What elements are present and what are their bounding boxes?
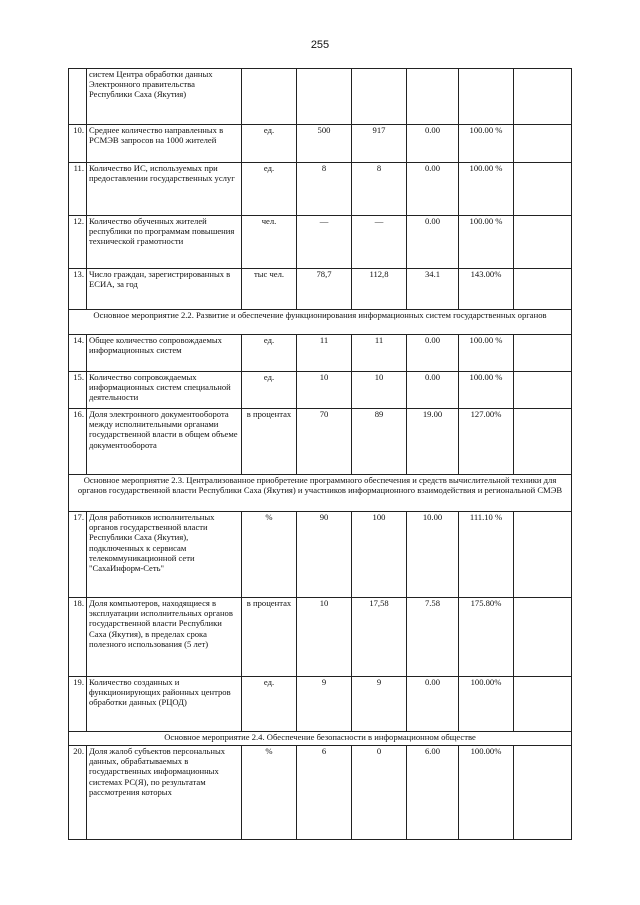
indicator-name: Число граждан, зарегистрированных в ЕСИА, за год [87,269,242,310]
unit-cell: в процентах [242,598,297,677]
empty-cell [514,598,572,677]
section-title: Основное мероприятие 2.3. Централизованное приобретение программного обеспечения и средств вычислительной техники для органов государственной власти Республики Саха (Якутия) и участников информационного взаимодействия и региональной СМЭВ [69,475,572,512]
indicator-name: Количество сопровождаемых информационных систем специальной деятельности [87,372,242,409]
section-row [69,732,572,746]
plan-value: 6 [297,746,352,840]
deviation-value: 19.00 [407,409,459,475]
table-row [69,512,572,598]
deviation-value: 0.00 [407,125,459,163]
percent-value: 175.80% [459,598,514,677]
table-row [69,69,572,125]
indicator-name: Доля компьютеров, находящиеся в эксплуатации исполнительных органов государственной власти Республики Саха (Якутия), в пределах срока полезного использования (5 лет) [87,598,242,677]
unit-cell [242,69,297,125]
row-number: 16. [69,409,87,475]
percent-value: 100.00% [459,677,514,732]
row-number: 11. [69,163,87,216]
table-row [69,125,572,163]
empty-cell [514,69,572,125]
row-number: 14. [69,335,87,372]
deviation-value: 7.58 [407,598,459,677]
percent-value: 100.00 % [459,216,514,269]
indicator-name: Общее количество сопровождаемых информационных систем [87,335,242,372]
row-number: 12. [69,216,87,269]
empty-cell [514,372,572,409]
unit-cell: в процентах [242,409,297,475]
indicator-name: Среднее количество направленных в РСМЭВ запросов на 1000 жителей [87,125,242,163]
plan-value: 70 [297,409,352,475]
deviation-value: 0.00 [407,335,459,372]
fact-value: 112,8 [352,269,407,310]
percent-value: 100.00 % [459,372,514,409]
empty-cell [514,746,572,840]
indicator-name: Доля жалоб субъектов персональных данных, обрабатываемых в государственных информационных системах РС(Я), по результатам рассмотрения которых [87,746,242,840]
row-number: 15. [69,372,87,409]
percent-value: 111.10 % [459,512,514,598]
fact-value: 9 [352,677,407,732]
fact-value [352,69,407,125]
unit-cell: чел. [242,216,297,269]
unit-cell: ед. [242,163,297,216]
row-number [69,69,87,125]
row-number: 13. [69,269,87,310]
fact-value: 0 [352,746,407,840]
row-number: 18. [69,598,87,677]
unit-cell: % [242,746,297,840]
fact-value: 100 [352,512,407,598]
fact-value: 17,58 [352,598,407,677]
page-number: 255 [310,39,330,51]
empty-cell [514,125,572,163]
indicator-name: Доля работников исполнительных органов государственной власти Республики Саха (Якутия), подключенных к сервисам телекоммуникационной сети "СахаИнформ-Сеть" [87,512,242,598]
fact-value: 89 [352,409,407,475]
empty-cell [514,677,572,732]
percent-value [459,69,514,125]
plan-value: 78,7 [297,269,352,310]
percent-value: 100.00% [459,746,514,840]
fact-value: — [352,216,407,269]
deviation-value: 0.00 [407,372,459,409]
percent-value: 100.00 % [459,163,514,216]
fact-value: 917 [352,125,407,163]
deviation-value: 0.00 [407,163,459,216]
indicator-name: Количество созданных и функционирующих районных центров обработки данных (РЦОД) [87,677,242,732]
table-row [69,335,572,372]
plan-value: 11 [297,335,352,372]
table-row [69,746,572,840]
indicator-name: Количество ИС, используемых при предоставлении государственных услуг [87,163,242,216]
table-row [69,372,572,409]
section-title: Основное мероприятие 2.4. Обеспечение безопасности в информационном обществе [69,732,572,746]
row-number: 17. [69,512,87,598]
deviation-value [407,69,459,125]
table-row [69,409,572,475]
indicators-table-body [69,69,572,840]
section-row [69,475,572,512]
unit-cell: ед. [242,372,297,409]
empty-cell [514,512,572,598]
percent-value: 127.00% [459,409,514,475]
fact-value: 8 [352,163,407,216]
section-title: Основное мероприятие 2.2. Развитие и обеспечение функционирования информационных систем государственных органов [69,310,572,335]
fact-value: 10 [352,372,407,409]
plan-value [297,69,352,125]
plan-value: 9 [297,677,352,732]
row-number: 10. [69,125,87,163]
plan-value: — [297,216,352,269]
deviation-value: 0.00 [407,677,459,732]
unit-cell: % [242,512,297,598]
indicator-name: Количество обученных жителей республики по программам повышения технической грамотности [87,216,242,269]
plan-value: 90 [297,512,352,598]
deviation-value: 6.00 [407,746,459,840]
unit-cell: ед. [242,677,297,732]
empty-cell [514,409,572,475]
percent-value: 100.00 % [459,125,514,163]
percent-value: 100.00 % [459,335,514,372]
row-number: 20. [69,746,87,840]
deviation-value: 34.1 [407,269,459,310]
unit-cell: ед. [242,335,297,372]
table-row [69,269,572,310]
table-row [69,216,572,269]
deviation-value: 10.00 [407,512,459,598]
table-row [69,163,572,216]
empty-cell [514,163,572,216]
indicator-name: систем Центра обработки данных Электронного правительства Республики Саха (Якутия) [87,69,242,125]
table-row [69,598,572,677]
empty-cell [514,335,572,372]
section-row [69,310,572,335]
deviation-value: 0.00 [407,216,459,269]
indicators-table [68,68,572,840]
empty-cell [514,216,572,269]
unit-cell: тыс чел. [242,269,297,310]
row-number: 19. [69,677,87,732]
indicator-name: Доля электронного документооборота между исполнительными органами государственной власти в общем объеме документооборота [87,409,242,475]
plan-value: 500 [297,125,352,163]
fact-value: 11 [352,335,407,372]
percent-value: 143.00% [459,269,514,310]
empty-cell [514,269,572,310]
table-row [69,677,572,732]
plan-value: 10 [297,372,352,409]
plan-value: 10 [297,598,352,677]
plan-value: 8 [297,163,352,216]
unit-cell: ед. [242,125,297,163]
